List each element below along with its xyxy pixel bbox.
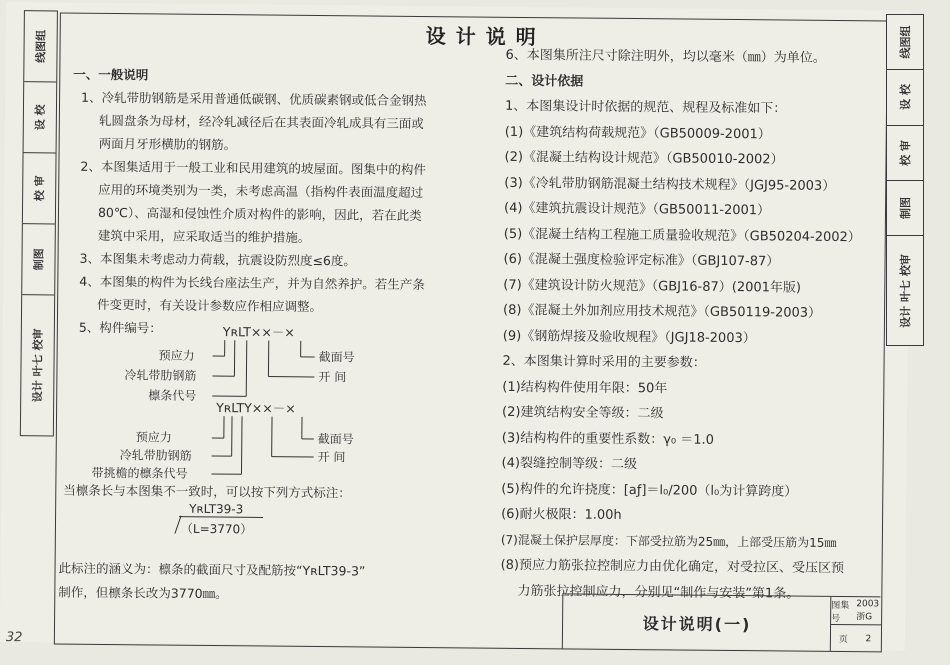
standard-item: (2)《混凝土结构设计规范》（GB50010-2002）	[504, 149, 784, 168]
diagram-label: 檩条代号	[148, 388, 197, 403]
text-line: 件变更时，有关设计参数应作相应调整。	[97, 296, 323, 315]
standard-item: (5)《混凝土结构工程施工质量验收规范》（GB50204-2002）	[503, 226, 861, 245]
param-item: (4)裂缝控制等级：二级	[501, 455, 638, 473]
text-line: 3、本图集未考虑动力荷载，抗震设防烈度≤6度。	[79, 250, 356, 269]
diagram-label: 带挑檐的檩条代号	[91, 465, 188, 481]
param-item: (1)结构构件使用年限：50年	[502, 379, 668, 396]
member-code-1: YʀLT××－×	[222, 324, 295, 340]
strip-label: 设 校	[33, 104, 48, 131]
text-line: 1、冷轧带肋钢筋是采用普通低碳钢、优质碳素钢或低合金钢热	[81, 89, 427, 109]
diagram-label: 冷轧带肋钢筋	[124, 368, 197, 383]
text-line: 轧圆盘条为母材，经冷轧减径后在其表面冷轧成具有三面或	[98, 112, 424, 132]
diagram-label: 预应力	[135, 430, 172, 445]
strip-label: 制图	[899, 197, 912, 220]
standard-item: (7)《建筑设计防火规范》（GBJ16-87）(2001年版)	[503, 277, 802, 296]
text-line: 5、构件编号：	[78, 319, 162, 336]
text-line: 两面月牙形横肋的钢筋。	[98, 135, 237, 153]
strip-label: 线图组	[899, 25, 912, 59]
standard-item: (3)《冷轧带肋钢筋混凝土结构技术规程》（JGJ95-2003）	[504, 175, 836, 194]
member-code-2: YʀLTY××－×	[216, 400, 296, 416]
formula-bottom: （L=3770）	[180, 521, 253, 537]
param-item: 力筋张拉控制应力，分别见“制作与安装”第1条。	[500, 583, 800, 602]
title-block-cells	[830, 597, 882, 651]
param-item: (5)构件的允许挠度：[aƒ]＝l₀/200（l₀为计算跨度）	[501, 481, 798, 500]
atlas-label: 图集号	[831, 600, 850, 624]
text-line: 4、本图集的构件为长线台座法生产，并为自然养护。若生产条	[79, 273, 425, 293]
drawing-sheet	[0, 2, 911, 651]
text-line: 建筑中采用，应采取适当的维护措施。	[97, 227, 311, 245]
diagram-label: 截面号	[317, 432, 354, 447]
strip-label: 设计 叶七 校审	[899, 253, 912, 328]
diagram-label: 开 间	[318, 370, 347, 385]
standard-item: (4)《建筑抗震设计规范》（GB50011-2001）	[503, 200, 771, 219]
page-label: 页	[838, 635, 848, 646]
strip-label: 校 审	[899, 139, 912, 166]
meaning-line: 制作，但檩条长改为3770㎜。	[58, 584, 228, 602]
text-line: 1、本图集设计时依据的规范、规程及标准如下：	[504, 98, 787, 117]
param-item: (7)混凝土保护层厚度：下部受拉筋为25㎜，上部受压筋为15㎜	[500, 532, 837, 550]
strip-label: 设计 叶七 校审	[31, 328, 45, 403]
section-heading: 二、设计依据	[505, 73, 584, 90]
param-item: (8)预应力筋张拉控制应力由优化确定，对受拉区、受压区预	[500, 557, 845, 577]
page-title: 设计说明	[425, 24, 546, 50]
strip-label: 校 审	[33, 175, 47, 202]
diagram-label: 截面号	[318, 350, 355, 365]
title-block	[562, 593, 881, 651]
text-line: 2、本图集计算时采用的主要参数：	[502, 353, 706, 371]
param-item: (3)结构构件的重要性系数：γ₀ ＝1.0	[501, 430, 715, 448]
meaning-line: 此标注的涵义为：檩条的截面尺寸及配筋按“YʀLT39-3”	[58, 560, 366, 579]
diagram-label: 冷轧带肋钢筋	[119, 448, 192, 463]
strip-label: 制图	[32, 248, 46, 271]
param-item: (6)耐火极限：1.00h	[501, 506, 622, 523]
section-heading: 一、一般说明	[73, 66, 149, 83]
right-column	[500, 43, 885, 608]
strip-label: 线图组	[34, 29, 48, 63]
text-line: 80℃）、高湿和侵蚀性介质对构件的影响，因此，若在此类	[97, 204, 422, 223]
page-value: 2	[865, 633, 872, 644]
standard-item: (6)《混凝土强度检验评定标准》（GBJ107-87）	[503, 251, 780, 270]
right-review-strip	[886, 14, 924, 346]
text-line: 2、本图集适用于一般工业和民用建筑的坡屋面。图集中的构件	[80, 158, 426, 178]
diagram-label: 开 间	[317, 450, 346, 465]
text-line: 6、本图集所注尺寸除注明外，均以毫米（㎜）为单位。	[505, 47, 826, 66]
standard-item: (8)《混凝土外加剂应用技术规范》（GB50119-2003）	[502, 302, 822, 321]
strip-label: 设 校	[899, 84, 912, 111]
text-line: 应用的环境类别为一类，未考虑高温（指构件表面温度超过	[98, 181, 424, 201]
formula-top: YʀLT39-3	[189, 501, 244, 517]
labeling-note: 当檩条长与本图集不一致时，可以按下列方式标注：	[63, 482, 351, 501]
param-item: (2)建筑结构安全等级：二级	[502, 404, 664, 422]
atlas-value: 2003浙G	[856, 599, 880, 623]
book-page-number: 32	[5, 630, 23, 646]
sheet-name: 设计说明(一)	[562, 594, 832, 651]
standard-item: (1)《建筑结构荷载规范》（GB50009-2001）	[504, 124, 771, 142]
diagram-label: 预应力	[158, 348, 195, 363]
standard-item: (9)《钢筋焊接及验收规程》（JGJ18-2003）	[502, 328, 756, 346]
